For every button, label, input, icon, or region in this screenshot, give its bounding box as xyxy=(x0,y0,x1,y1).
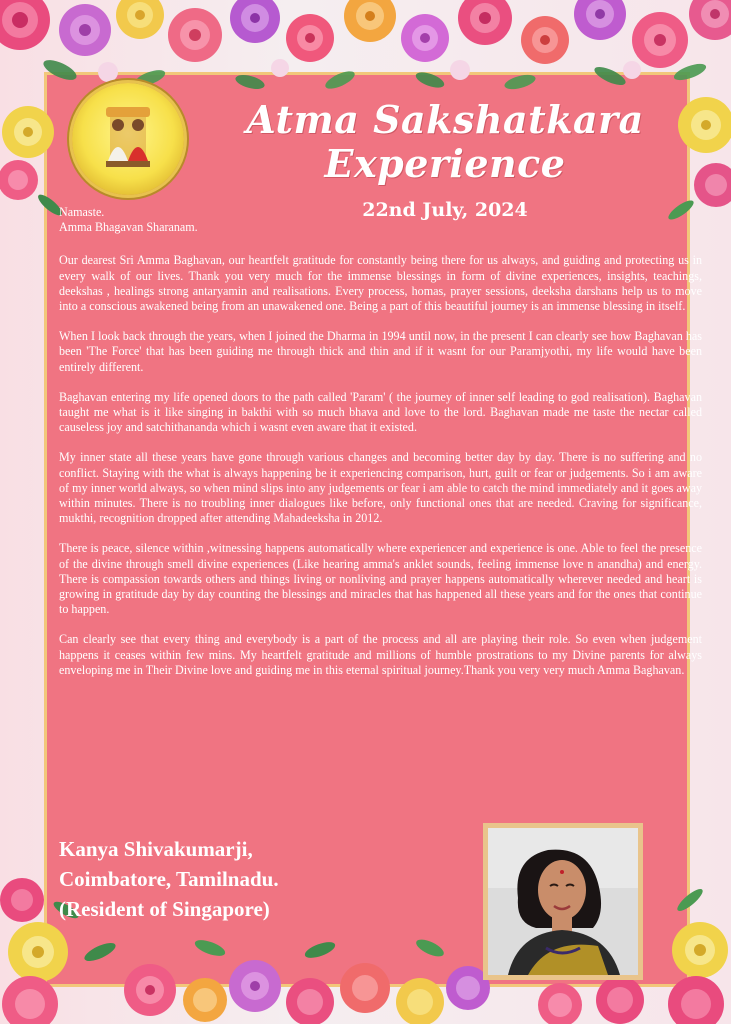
paragraph: Baghavan entering my life opened doors to the path called 'Param' ( the journey of inner self leading to god realisation). Baghavan taught me what is it like singing in bakthi with so much bhava and love to the lord. Baghavan made me taste the nectar called causeless joy and satchithananda which i wasnt even aware that it existed. xyxy=(59,389,702,435)
paragraph: Our dearest Sri Amma Baghavan, our heartfelt gratitude for constantly being there for us always, and guiding and protecting us in every walk of our lives. Thank you very much for the immense blessings in form of divine experiences, insights, teachings, deekshas , healings strong antaryamin and realisations. Every process, homas, prayer sessions, deeksha darshans help us to move into a conscious awakened being from an unawakened one. Being a part of this beautiful journey is an immense blessing in itself. xyxy=(59,253,702,314)
paragraph: When I look back through the years, when I joined the Dharma in 1994 until now, in the present I can clearly see how Baghavan has been 'The Force' that has been guiding me through thick and thin and if it wasnt for our Paramjyothi, my life would have been entirely different. xyxy=(59,329,702,374)
page-title xyxy=(230,98,660,186)
greeting: Namaste. xyxy=(59,205,105,219)
left-flower-cluster xyxy=(0,80,66,220)
salutation: Amma Bhagavan Sharanam. xyxy=(59,220,198,235)
signature-block xyxy=(59,834,389,924)
author-portrait xyxy=(483,823,643,980)
author-note: (Resident of Singapore) xyxy=(59,897,270,921)
salutation-block xyxy=(59,205,702,235)
paragraph: There is peace, silence within ,witnessing happens automatically where experiencer and experience is one. Able to feel the presence of the divine through smell divine experiences (Like hearing amma's anklet sounds, feeling immense love n anandha) and energy. There is compassion towards others and things living or nonliving and prayer happens automatically wherever needed and heart is growing in gratitude day by day counting the blessings and miracles that has happened all these years and for the ones that continue to happen. xyxy=(59,541,702,617)
title-line-1: Atma Sakshatkara xyxy=(246,97,644,142)
paragraph: Can clearly see that every thing and everybody is a part of the process and all are playing their role. So even when judgement happens it ceases within few mins. My heartfelt gratitude and millions of humble prostrations to my Divine parents for always enveloping me in Their Divine love and guiding me in this eternal spiritual journey.Thank you very very much Amma Baghavan. xyxy=(59,632,702,677)
title-line-2: Experience xyxy=(324,141,566,186)
deity-medallion-icon xyxy=(72,83,184,195)
author-name: Kanya Shivakumarji, xyxy=(59,837,253,861)
right-bottom-flower-cluster xyxy=(650,870,731,1024)
date-label: 22nd July, 2024 xyxy=(362,199,528,221)
paragraph: My inner state all these years have gone through various changes and becoming better day by day. There is no suffering and no conflict. Staying with the what is always happening be it experiencing comparison, hurt, guilt or fear or judgements. So i am aware of my inner world always, so when mind slips into any judgements or fear i am able to catch the mind immediately and it goes away within minutes. There is no troubling inner dialogues like before, only functional ones that are needed. Craving for significance, mukthi, recognition dropped after attending Mahadeeksha in 2012. xyxy=(59,450,702,526)
rose-row-icon xyxy=(0,0,731,82)
letter-body xyxy=(59,205,702,693)
author-location: Coimbatore, Tamilnadu. xyxy=(59,867,279,891)
